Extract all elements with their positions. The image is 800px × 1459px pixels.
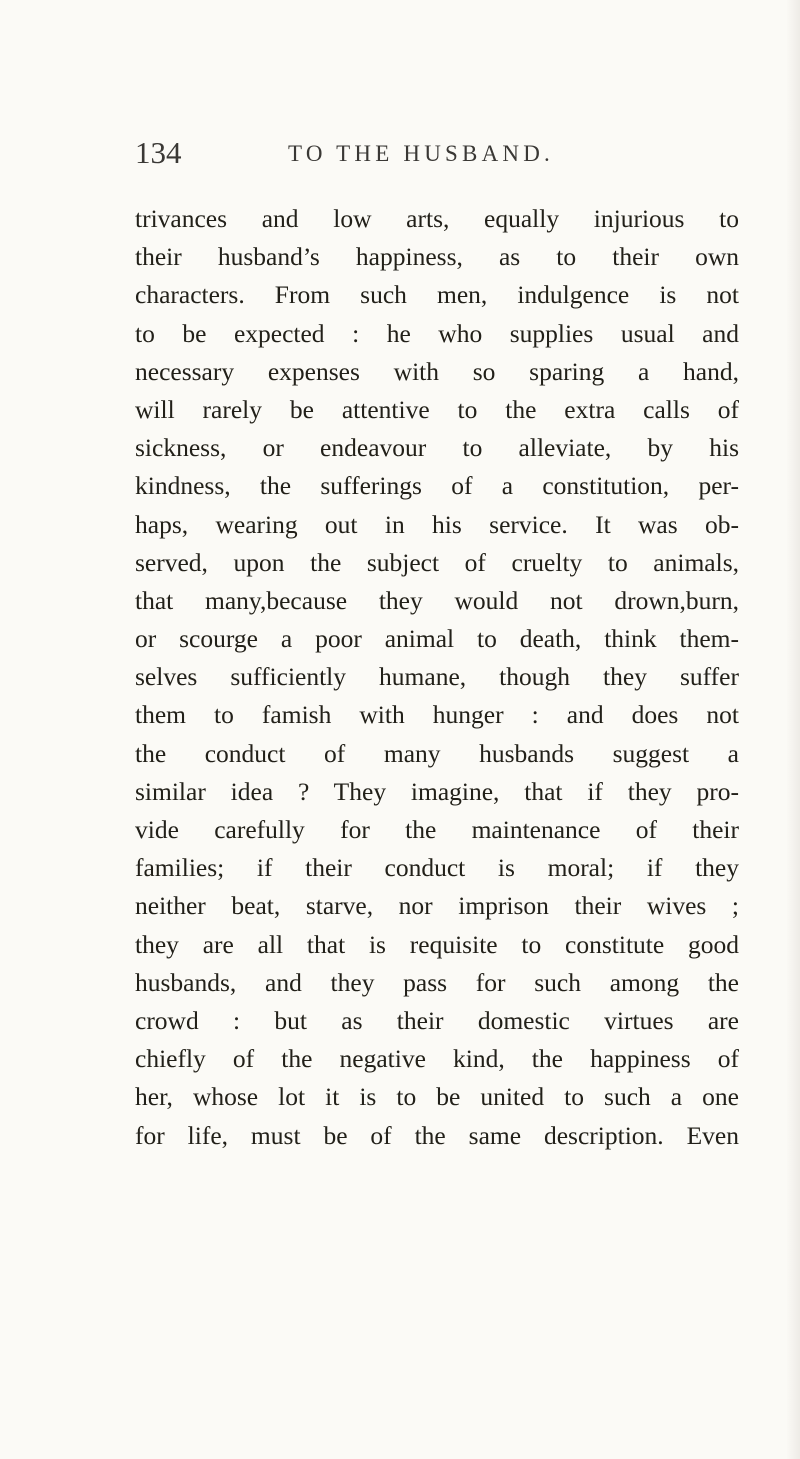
text-line: selves sufficiently humane, though they suffer: [135, 662, 739, 692]
text-line: they are all that is requisite to constitute good: [135, 929, 739, 959]
text-line: their husband’s happiness, as to their own: [135, 242, 739, 272]
text-line: them to famish with hunger : and does not: [135, 700, 739, 730]
running-title: TO THE HUSBAND.: [288, 141, 554, 166]
text-line: neither beat, starve, nor imprison their wives ;: [135, 891, 739, 921]
text-line: husbands, and they pass for such among the: [135, 967, 739, 997]
page-number: 134: [135, 135, 182, 170]
text-line-last: for life, must be of the same description. Even: [135, 1120, 739, 1150]
text-line: crowd : but as their domestic virtues are: [135, 1005, 739, 1035]
text-line: kindness, the sufferings of a constitution, per-: [135, 471, 739, 501]
text-line: similar idea ? They imagine, that if they pro-: [135, 776, 739, 806]
text-line: vide carefully for the maintenance of their: [135, 815, 739, 844]
text-line: necessary expenses with so sparing a hand,: [135, 356, 739, 386]
text-line: chiefly of the negative kind, the happiness of: [135, 1044, 739, 1074]
text-line: will rarely be attentive to the extra calls of: [135, 394, 739, 424]
text-line: trivances and low arts, equally injurious to: [135, 204, 739, 233]
text-line: haps, wearing out in his service. It was ob-: [135, 509, 739, 539]
text-line: served, upon the subject of cruelty to animals,: [135, 547, 739, 577]
text-line: the conduct of many husbands suggest a: [135, 738, 739, 768]
text-line: her, whose lot it is to be united to such a one: [135, 1082, 739, 1112]
page-edge-shadow: [786, 0, 800, 1459]
text-line: or scourge a poor animal to death, think them-: [135, 624, 739, 654]
body-text: [135, 200, 739, 1155]
text-line: characters. From such men, indulgence is not: [135, 280, 739, 310]
text-line: that many,because they would not drown,burn,: [135, 585, 739, 615]
text-line: sickness, or endeavour to alleviate, by his: [135, 433, 739, 463]
running-head: [135, 133, 735, 173]
text-line: families; if their conduct is moral; if they: [135, 853, 739, 883]
text-line: to be expected : he who supplies usual and: [135, 318, 739, 348]
